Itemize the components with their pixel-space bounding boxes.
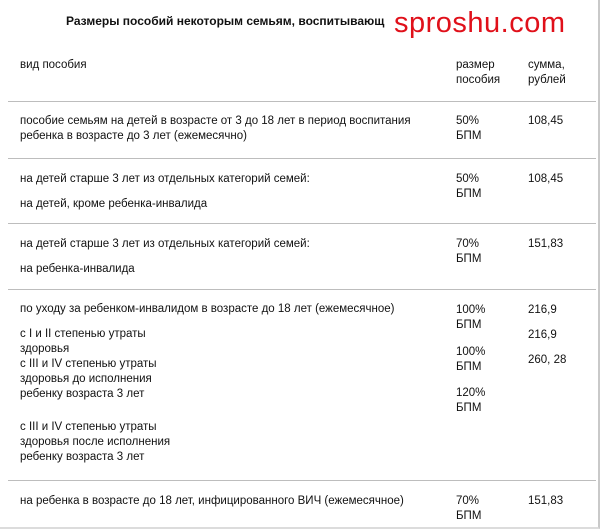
row-divider [8, 158, 596, 159]
row-5-amount: 151,83 [528, 495, 564, 507]
row-4-subtype-b: с III и IV степенью утраты здоровья после исполнения ребенку возраста 3 лет [20, 421, 171, 463]
row-1-type: пособие семьям на детей в возрасте от 3 до 18 лет в период воспитания ребенка в возрасте до 3 лет (ежемесячно) [20, 115, 411, 142]
row-3-amount: 151,83 [528, 238, 564, 250]
row-3-type: на детей старше 3 лет из отдельных категорий семей: [20, 238, 310, 250]
row-2-type: на детей старше 3 лет из отдельных категорий семей: [20, 173, 310, 185]
row-1-size: 50% БПМ [456, 115, 482, 142]
row-3-size: 70% БПМ [456, 238, 482, 265]
document-title: Размеры пособий некоторым семьям, воспитывающ [66, 14, 385, 28]
row-3-subtype: на ребенка-инвалида [20, 263, 135, 275]
row-divider [8, 223, 596, 224]
row-4-size-a: 100% БПМ [456, 304, 486, 331]
row-4-subtype-a: с I и II степенью утраты здоровья с III и IV степенью утраты здоровья до исполнения ребенку возраста 3 лет [20, 328, 157, 400]
header-benefit-size: размер пособия [456, 59, 501, 86]
row-2-subtype: на детей, кроме ребенка-инвалида [20, 198, 208, 210]
row-divider [8, 101, 596, 102]
row-4-amount-b: 216,9 [528, 329, 557, 341]
row-4-size-b: 100% БПМ [456, 346, 486, 373]
row-2-amount: 108,45 [528, 173, 564, 185]
header-benefit-type: вид пособия [20, 59, 87, 71]
row-divider [8, 480, 596, 481]
row-2-size: 50% БПМ [456, 173, 482, 200]
header-amount: сумма, рублей [528, 59, 566, 86]
watermark: sproshu.com [390, 6, 570, 40]
row-4-amount-c: 260, 28 [528, 354, 567, 366]
row-divider [8, 289, 596, 290]
row-4-size-c: 120% БПМ [456, 387, 486, 414]
row-5-size: 70% БПМ [456, 495, 482, 522]
row-5-type: на ребенка в возрасте до 18 лет, инфицированного ВИЧ (ежемесячное) [20, 495, 404, 507]
row-4-type: по уходу за ребенком-инвалидом в возрасте до 18 лет (ежемесячное) [20, 303, 395, 315]
row-1-amount: 108,45 [528, 115, 564, 127]
row-4-amount-a: 216,9 [528, 304, 557, 316]
